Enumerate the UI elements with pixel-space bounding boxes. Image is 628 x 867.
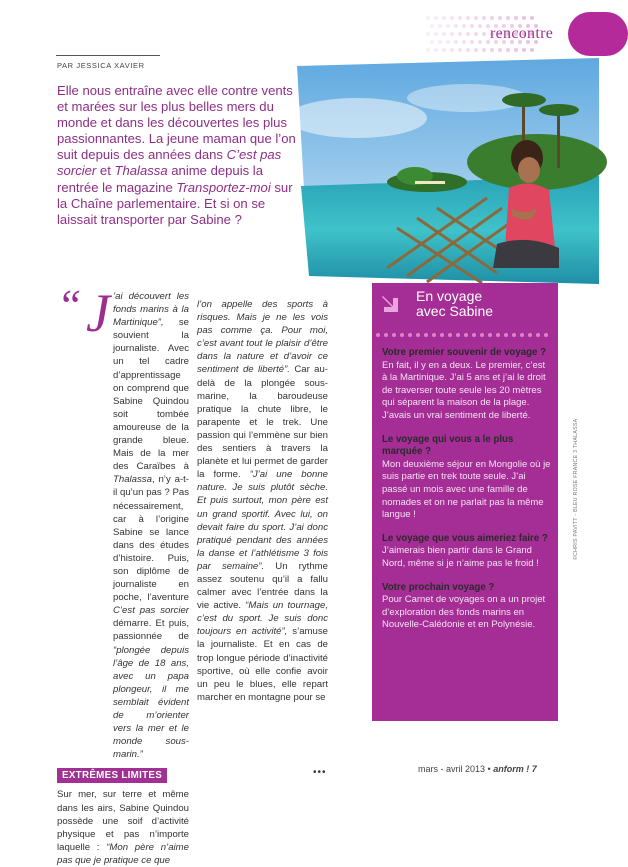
sidebar-answer: Mon deuxième séjour en Mongolie où je suis partie en trek toute seule. J’ai passé un mois avec une famille de nomades et on ne parlait pas la même langue ! [382,458,551,521]
decor-dot [426,32,430,36]
decor-dot [506,16,510,20]
decor-dot [498,16,502,20]
article-column-2 [197,298,328,704]
subheading: EXTRÊMES LIMITES [57,768,167,783]
decor-dot [438,40,442,44]
decor-dot [466,32,470,36]
body-text: ’ai découvert les fonds marins à la Martinique”, se souvient la journaliste. Avec un tel cadre d’apprentissage on comprend que Sabine Quindou soit tombée amoureuse de la grande bleue. Mais de la mer des Caraïbes à Thalassa, n’y a-t-il qu’un pas ? Pas nécessairement, car à l’origine Sabine se lance dans des études d’histoire. Puis, son diplôme de journaliste en poche, l’aventure C’est pas sorcier démarre. Et puis, passionnée de “plongée depuis l’âge de 18 ans, avec un papa plongeur, il me semblait évident de m’orienter vers la mer et le monde sous-marin.” [113,291,189,761]
decor-dot [450,48,454,52]
decor-dot [454,40,458,44]
decor-dot [392,333,396,337]
decor-dot [408,333,412,337]
sidebar-qa [382,347,552,643]
decor-dot [478,24,482,28]
decor-dot [470,24,474,28]
decor-dot [384,333,388,337]
decor-dot [466,48,470,52]
decor-dot [434,16,438,20]
decor-dot [432,333,436,337]
decor-dot [530,16,534,20]
decor-dot [434,48,438,52]
decor-dot [450,16,454,20]
decor-dot [376,333,380,337]
article-column-1 [57,290,189,867]
decor-dot [462,40,466,44]
decor-dot [450,32,454,36]
decor-dot [544,333,548,337]
decor-dot [458,32,462,36]
decor-dot [488,333,492,337]
opening-quote-mark: “ [57,281,82,330]
decor-dot [474,16,478,20]
arrow-icon [380,290,406,316]
decor-dot [462,24,466,28]
decor-dot [496,333,500,337]
show-title: Thalassa [114,163,168,179]
continued-marker: ••• [313,767,327,778]
sidebar-answer: Pour Carnet de voyages on a un projet d’exploration des fonds marins en Nouvelle-Calédonie et en Polynésie. [382,594,546,631]
decor-dot [482,48,486,52]
sidebar-question: Le voyage que vous aimeriez faire ? [382,532,548,544]
section-tab [568,12,628,56]
decor-dot [424,333,428,337]
body-text: Sur mer, sur terre et même dans les airs, Sabine Quindou possède une soif d’activité physique et pas n’importe laquelle : “Mon père n’aime pas que je pratique ce que [57,789,189,866]
decor-dot [514,48,518,52]
decor-dot [442,48,446,52]
decor-dot [498,48,502,52]
decor-dot [536,333,540,337]
show-title: Transportez-moi [176,179,271,195]
decor-dot [446,24,450,28]
sidebar-dot-rule [372,330,558,340]
decor-dot [528,333,532,337]
decor-dot [464,333,468,337]
drop-cap: J [86,283,110,343]
decor-dot [442,32,446,36]
decor-dot [434,32,438,36]
decor-dot [490,16,494,20]
decor-dot [530,48,534,52]
decor-dot [400,333,404,337]
sidebar-question: Votre prochain voyage ? [382,581,495,593]
decor-dot [520,333,524,337]
byline-rule [56,55,160,56]
decor-dot [522,48,526,52]
decor-dot [466,16,470,20]
decor-dot [426,16,430,20]
decor-dot [426,48,430,52]
decor-dot [522,16,526,20]
decor-dot [446,40,450,44]
decor-dot [458,48,462,52]
decor-dot [490,48,494,52]
decor-dot [440,333,444,337]
sidebar-title: En voyage avec Sabine [416,288,494,319]
sidebar-question: Votre premier souvenir de voyage ? [382,347,547,358]
decor-dot [474,48,478,52]
decor-dot [514,16,518,20]
decor-dot [482,16,486,20]
decor-dot [416,333,420,337]
decor-dot [442,16,446,20]
sidebar-question: Le voyage qui vous a le plus marquée ? [382,433,514,458]
byline: PAR JESSICA XAVIER [57,61,145,70]
decor-dot [482,32,486,36]
section-label: rencontre [490,25,554,42]
page-footer: mars - avril 2013 • anform ! 7 [418,764,537,774]
decor-dot [474,32,478,36]
decor-dot [438,24,442,28]
decor-dot [456,333,460,337]
sidebar-answer: J’aimerais bien partir dans le Grand Nord, même si je n’aime pas le froid ! [382,545,539,569]
intro-paragraph: Elle nous entraîne avec elle contre vents et marées sur les plus belles mers du monde et dans les découvertes les plus passionnantes. La jeune maman que l’on suit depuis des années dans C’est pas sorcier et Thalassa anime depuis la rentrée le magazine Transportez-moi sur la Chaîne parlementaire. Et si on se laissait transporter par Sabine ? [57,83,296,227]
decor-dot [458,16,462,20]
sidebar-answer: En fait, il y en a deux. Le premier, c’est à la Martinique. J’ai 5 ans et j’ai le droit de traverser toute seule les 20 mètres qui séparent la maison de la plage. J’avais un vrai sentiment de liberté. [382,359,546,421]
decor-dot [504,333,508,337]
photo-credit: ©CHRIS PAVITT - BLEU ROSE FRANCE 3 THALASSA [573,418,579,560]
body-text: l’on appelle des sports à risques. Mais je ne les vois pas comme ça. Pour moi, c’est avant tout le plaisir d’être dans la nature et d’avoir ce sentiment de liberté”. Car au-delà de la plongée sous-marine, la baroudeuse pratique la chute libre, le parapente et le trek. Une passion qui l’emmène sur bien des sentiers à travers la planète et lui permet de garder la forme. “J’ai une bonne nature. Je suis plutôt sèche. Et puis surtout, mon père est un grand sportif. Avec lui, on devait faire du sport. J’ai donc pratiqué pendant des années la danse et l’athlétisme 3 fois par semaine”. Un rythme assez soutenu qu’il a fallu calmer avec l’entrée dans la vie active. “Mais un tournage, c’est du sport. Je suis donc toujours en activité”, s’amuse la journaliste. Et en cas de trop longue période d’inactivité sportive, où elle confie avoir un peu le blues, elle repart marcher en montagne pour se [197,299,329,703]
article-photo [297,58,599,284]
decor-dot [430,24,434,28]
decor-dot [448,333,452,337]
show-title: C’est pas sorcier [57,147,282,179]
decor-dot [454,24,458,28]
decor-dot [478,40,482,44]
decor-dot [506,48,510,52]
decor-dot [470,40,474,44]
decor-dot [430,40,434,44]
decor-dot [472,333,476,337]
decor-dot [480,333,484,337]
decor-dot [512,333,516,337]
